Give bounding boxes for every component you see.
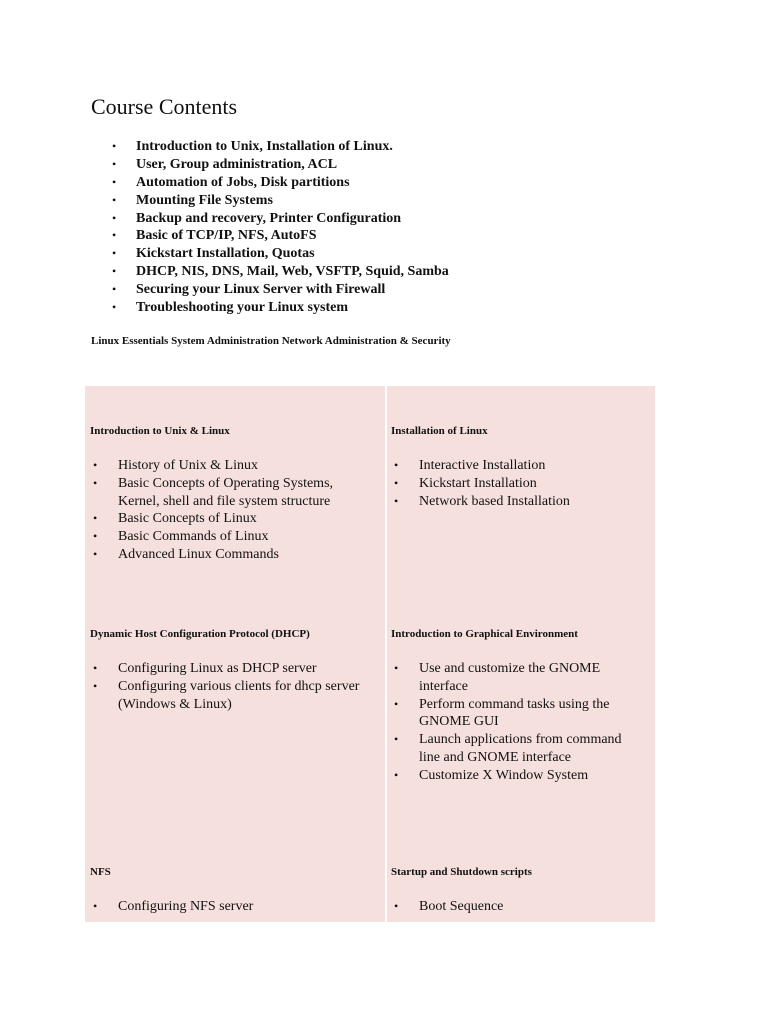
list-item xyxy=(391,493,649,511)
cell-heading: Dynamic Host Configuration Protocol (DHCP) xyxy=(90,628,310,640)
bullet-icon: • xyxy=(112,228,117,243)
list-item xyxy=(112,299,449,317)
cell-heading: Introduction to Unix & Linux xyxy=(90,425,230,437)
bullet-icon: • xyxy=(93,546,98,561)
cell-heading: Introduction to Graphical Environment xyxy=(391,628,578,640)
bullet-icon: • xyxy=(394,458,399,472)
page-title: Course Contents xyxy=(91,94,238,119)
course-contents-list xyxy=(112,138,449,317)
cell-installation-linux xyxy=(391,424,649,510)
list-item-text: Basic Commands of Linux xyxy=(118,529,269,545)
bullet-icon: • xyxy=(93,899,98,913)
bullet-icon: • xyxy=(394,899,399,913)
bullet-icon: • xyxy=(112,192,117,207)
bullet-icon: • xyxy=(112,282,117,297)
bullet-icon: • xyxy=(112,264,117,279)
list-item-text: Launch applications from command line and GNOME interface xyxy=(419,732,622,765)
list-item-text: Boot Sequence xyxy=(419,899,504,914)
list-item xyxy=(391,696,641,732)
list-item xyxy=(90,660,378,678)
modules-table xyxy=(85,386,655,922)
list-item xyxy=(90,510,378,528)
bullet-icon: • xyxy=(112,156,117,171)
list-item-text: Introduction to Unix, Installation of Linux. xyxy=(136,139,393,154)
section-subtitle: Linux Essentials System Administration Network Administration & Security xyxy=(91,335,451,347)
cell-dhcp xyxy=(90,627,378,713)
list-item xyxy=(112,192,449,210)
bullet-icon: • xyxy=(93,661,98,675)
list-item xyxy=(112,156,449,174)
bullet-icon: • xyxy=(93,511,98,526)
list-item-text: History of Unix & Linux xyxy=(118,458,258,473)
list-item-text: Network based Installation xyxy=(419,493,570,509)
bullet-icon: • xyxy=(394,767,399,782)
bullet-icon: • xyxy=(112,139,117,153)
list-item-text: Troubleshooting your Linux system xyxy=(136,300,348,316)
list-item xyxy=(391,767,641,785)
list-item xyxy=(112,245,449,263)
bullet-icon: • xyxy=(112,210,117,225)
list-item-text: Automation of Jobs, Disk partitions xyxy=(136,174,350,190)
list-item xyxy=(112,174,449,192)
list-item-text: Customize X Window System xyxy=(419,767,589,783)
bullet-icon: • xyxy=(394,475,399,490)
cell-heading: Installation of Linux xyxy=(391,425,488,437)
list-item xyxy=(112,227,449,245)
list-item xyxy=(90,898,378,916)
list-item xyxy=(90,528,378,546)
cell-list xyxy=(391,660,641,785)
list-item-text: Kickstart Installation, Quotas xyxy=(136,246,315,262)
bullet-icon: • xyxy=(394,696,399,711)
list-item-text: Kickstart Installation xyxy=(419,475,537,491)
list-item-text: Configuring NFS server xyxy=(118,899,254,914)
bullet-icon: • xyxy=(112,246,117,261)
list-item xyxy=(391,457,649,475)
list-item xyxy=(90,457,378,475)
cell-heading: Startup and Shutdown scripts xyxy=(391,866,532,878)
list-item xyxy=(391,660,641,696)
bullet-icon: • xyxy=(112,174,117,189)
list-item xyxy=(90,546,378,564)
column-divider xyxy=(385,386,387,922)
cell-nfs xyxy=(90,865,378,916)
bullet-icon: • xyxy=(93,678,98,693)
cell-list xyxy=(391,457,649,510)
list-item-text: Configuring various clients for dhcp server (Windows & Linux) xyxy=(118,678,360,712)
bullet-icon: • xyxy=(394,732,399,747)
cell-list xyxy=(90,660,378,713)
list-item-text: Basic of TCP/IP, NFS, AutoFS xyxy=(136,228,317,244)
list-item xyxy=(391,475,649,493)
list-item-text: DHCP, NIS, DNS, Mail, Web, VSFTP, Squid, Samba xyxy=(136,264,449,280)
list-item-text: Mounting File Systems xyxy=(136,192,273,208)
cell-heading: NFS xyxy=(90,866,111,878)
list-item-text: Configuring Linux as DHCP server xyxy=(118,661,317,676)
cell-graphical-environment xyxy=(391,627,641,785)
list-item xyxy=(391,898,649,916)
cell-list xyxy=(90,457,378,564)
list-item xyxy=(90,678,378,714)
bullet-icon: • xyxy=(93,475,98,490)
list-item xyxy=(90,475,378,511)
list-item xyxy=(112,281,449,299)
bullet-icon: • xyxy=(93,529,98,544)
cell-startup-shutdown xyxy=(391,865,649,916)
list-item-text: Perform command tasks using the GNOME GUI xyxy=(419,696,610,730)
list-item xyxy=(112,210,449,228)
list-item-text: User, Group administration, ACL xyxy=(136,156,338,172)
cell-list xyxy=(90,898,378,916)
list-item xyxy=(112,138,449,156)
list-item xyxy=(112,263,449,281)
list-item-text: Advanced Linux Commands xyxy=(118,546,279,562)
list-item-text: Securing your Linux Server with Firewall xyxy=(136,282,386,298)
cell-list xyxy=(391,898,649,916)
list-item-text: Backup and recovery, Printer Configuration xyxy=(136,210,402,226)
list-item-text: Basic Concepts of Operating Systems, Kernel, shell and file system structure xyxy=(118,475,334,509)
bullet-icon: • xyxy=(394,493,399,508)
list-item-text: Interactive Installation xyxy=(419,458,546,473)
list-item-text: Basic Concepts of Linux xyxy=(118,511,257,527)
cell-intro-unix-linux xyxy=(90,424,378,564)
list-item-text: Use and customize the GNOME interface xyxy=(419,661,601,694)
bullet-icon: • xyxy=(112,300,117,315)
list-item xyxy=(391,731,641,767)
bullet-icon: • xyxy=(394,661,399,675)
bullet-icon: • xyxy=(93,458,98,472)
